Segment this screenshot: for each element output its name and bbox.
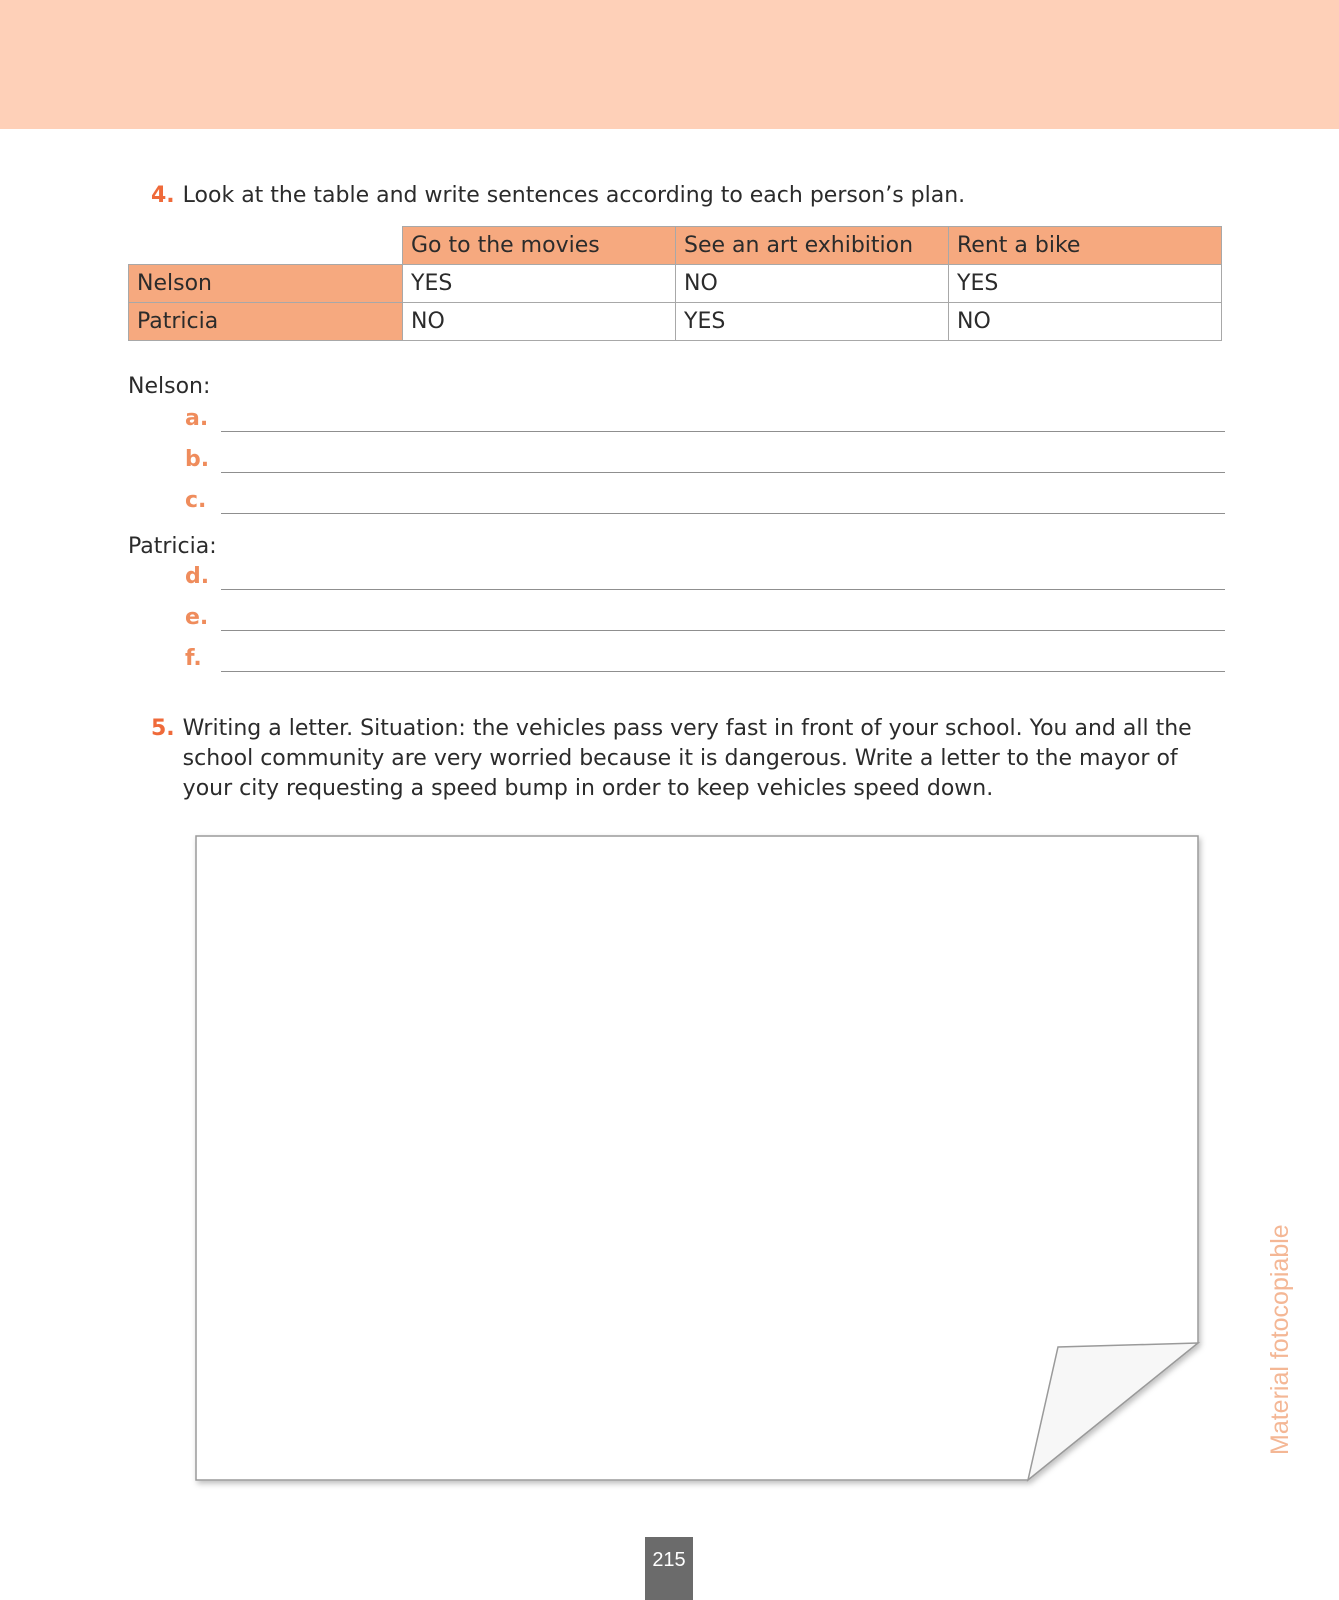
answer-line-d[interactable] bbox=[185, 564, 1225, 594]
item-label: d. bbox=[185, 564, 210, 589]
item-label: a. bbox=[185, 406, 209, 431]
table-row bbox=[129, 265, 1222, 303]
paper-sheet bbox=[196, 836, 1198, 1480]
plans-table bbox=[128, 226, 1222, 341]
exercise-4-instruction: Look at the table and write sentences according to each person’s plan. bbox=[182, 183, 966, 208]
item-label: f. bbox=[185, 646, 202, 671]
item-label: e. bbox=[185, 605, 209, 630]
table-header-cell: Rent a bike bbox=[949, 227, 1222, 265]
exercise-4-title bbox=[151, 181, 1231, 211]
page-number: 215 bbox=[645, 1537, 693, 1600]
exercise-5-number: 5. bbox=[151, 716, 175, 741]
answer-line-b[interactable] bbox=[185, 447, 1225, 477]
exercise-5-title bbox=[151, 714, 1231, 804]
table-row bbox=[129, 303, 1222, 341]
table-cell: NO bbox=[403, 303, 676, 341]
table-cell: NO bbox=[676, 265, 949, 303]
writing-line bbox=[221, 513, 1225, 514]
writing-line bbox=[221, 630, 1225, 631]
table-cell: YES bbox=[949, 265, 1222, 303]
letter-writing-area[interactable] bbox=[190, 830, 1210, 1490]
patricia-label: Patricia: bbox=[128, 534, 217, 559]
answer-line-e[interactable] bbox=[185, 605, 1225, 635]
table-header-row bbox=[129, 227, 1222, 265]
table-cell: YES bbox=[676, 303, 949, 341]
nelson-label: Nelson: bbox=[128, 374, 211, 399]
writing-line bbox=[221, 589, 1225, 590]
item-label: c. bbox=[185, 488, 207, 513]
side-text-material-fotocopiable: Material fotocopiable bbox=[1266, 1224, 1294, 1455]
answer-line-f[interactable] bbox=[185, 646, 1225, 676]
table-cell: YES bbox=[403, 265, 676, 303]
writing-line bbox=[221, 472, 1225, 473]
answer-line-a[interactable] bbox=[185, 406, 1225, 436]
table-row-name: Patricia bbox=[129, 303, 403, 341]
table-header-cell: Go to the movies bbox=[403, 227, 676, 265]
item-label: b. bbox=[185, 447, 210, 472]
writing-line bbox=[221, 671, 1225, 672]
exercise-4-number: 4. bbox=[151, 183, 175, 208]
top-color-band bbox=[0, 0, 1339, 129]
table-cell: NO bbox=[949, 303, 1222, 341]
exercise-5-instruction: Writing a letter. Situation: the vehicles pass very fast in front of your school. You and all the school community are very worried because it is dangerous. Write a letter to the mayor of your city requesting a speed bump in order to keep vehicles speed down. bbox=[182, 716, 1192, 801]
answer-line-c[interactable] bbox=[185, 488, 1225, 518]
table-row-name: Nelson bbox=[129, 265, 403, 303]
table-header-cell: See an art exhibition bbox=[676, 227, 949, 265]
page-curl-corner bbox=[1028, 1343, 1198, 1480]
writing-line bbox=[221, 431, 1225, 432]
table-corner-cell bbox=[129, 227, 403, 265]
